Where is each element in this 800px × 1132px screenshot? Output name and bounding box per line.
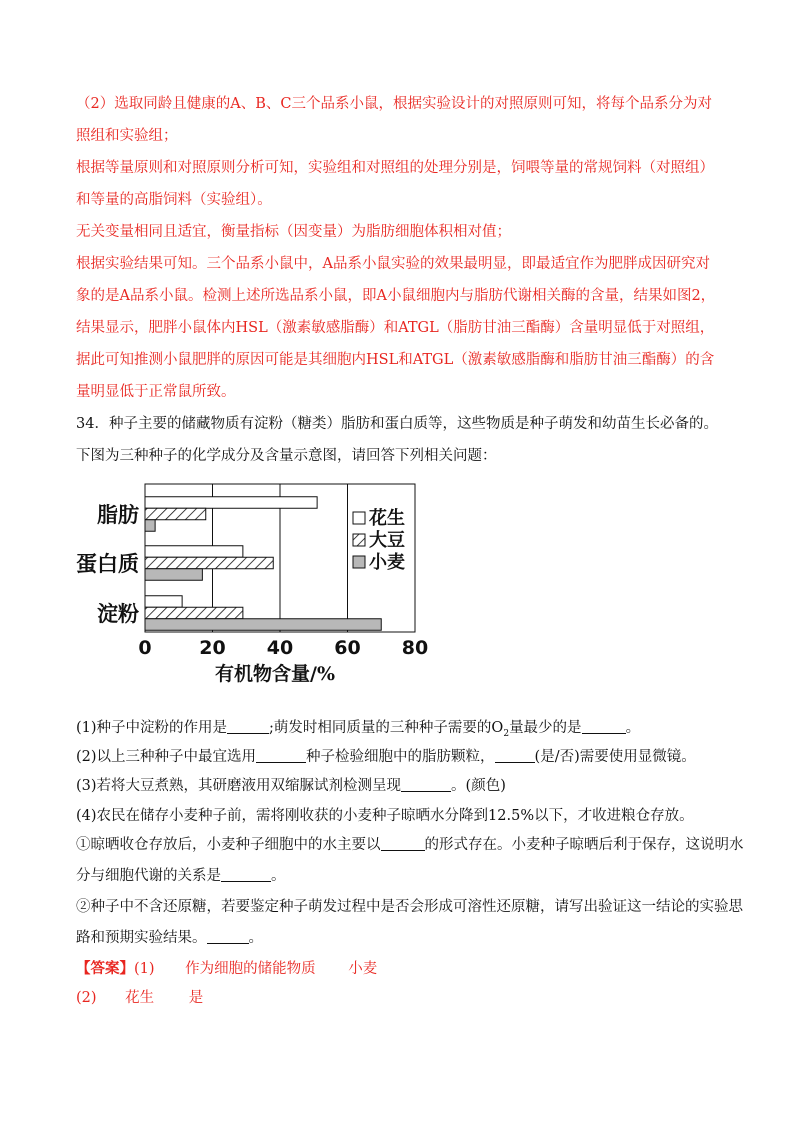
analysis-paragraph-4: 根据实验结果可知。三个品系小鼠中，A品系小鼠实验的效果最明显，即最适宜作为肥胖成因研究对象的是A品系小鼠。检测上述所选品系小鼠，即A小鼠细胞内与脂肪代谢相关酶的含量，结果如图2，结果显示，肥胖小鼠体内HSL（激素敏感脂酶）和ATGL（脂肪甘油三酯酶）含量明显低于对照组，据此可知推测小鼠肥胖的原因可能是其细胞内HSL和ATGL（激素敏感脂酶和脂肪甘油三酯酶）的含量明显低于正常鼠所致。 — [76, 256, 716, 400]
category-label: 脂肪 — [97, 502, 139, 527]
category-label: 淀粉 — [97, 601, 139, 626]
x-tick-label: 80 — [401, 637, 429, 659]
answer-blank[interactable] — [207, 928, 249, 944]
bar-花生-蛋白质 — [145, 546, 243, 558]
x-tick-label: 20 — [199, 637, 226, 659]
x-tick-label: 60 — [334, 637, 361, 659]
question-1: (1)种子中淀粉的作用是 ;萌发时相同质量的三种种子需要的$O_2$量最少的是 。 — [76, 720, 641, 739]
question-4-2: ②种子中不含还原糖，若要鉴定种子萌发过程中是否会形成可溶性还原糖，请写出验证这一结论的实验思 — [76, 899, 743, 915]
x-axis-label: 有机物含量/% — [215, 663, 335, 685]
category-label: 蛋白质 — [76, 551, 139, 576]
legend-label: 花生 — [369, 508, 405, 529]
answer-blank[interactable] — [495, 747, 535, 763]
bar-花生-脂肪 — [145, 497, 317, 509]
analysis-paragraph-3: 无关变量相同且适宜，衡量指标（因变量）为脂肪细胞体积相对值； — [76, 224, 511, 240]
legend-swatch-小麦 — [353, 556, 365, 568]
chart-svg — [70, 476, 440, 686]
bar-花生-淀粉 — [145, 596, 182, 608]
x-tick-label: 40 — [266, 637, 294, 659]
analysis-paragraph-2: 根据等量原则和对照原则分析可知，实验组和对照组的处理分别是，饲喂等量的常规饲料（对照组）和等量的高脂饲料（实验组）。 — [76, 160, 714, 208]
analysis-paragraph-1: （2）选取同龄且健康的A、B、C三个品系小鼠，根据实验设计的对照原则可知，将每个品系分为对照组和实验组； — [76, 96, 712, 144]
question-4: (4)农民在储存小麦种子前，需将刚收获的小麦种子晾晒水分降到12.5%以下，才收进粮仓存放。 — [76, 808, 694, 824]
legend-label: 大豆 — [369, 530, 405, 551]
legend-swatch-花生 — [353, 512, 365, 524]
question-4-1-cont: 分与细胞代谢的关系是 。 — [76, 868, 286, 884]
question-4-1: ①晾晒收仓存放后，小麦种子细胞中的水主要以 的形式存在。小麦种子晾晒后利于保存，这说明水 — [76, 837, 744, 853]
bar-大豆-淀粉 — [145, 607, 243, 619]
bar-小麦-蛋白质 — [145, 569, 202, 581]
question-stem: 34．种子主要的储藏物质有淀粉（糖类）脂肪和蛋白质等，这些物质是种子萌发和幼苗生长必备的。下图为三种种子的化学成分及含量示意图，请回答下列相关问题： — [76, 416, 718, 464]
question-2: (2)以上三种种子中最宜选用 种子检验细胞中的脂肪颗粒， (是/否)需要使用显微镜。 — [76, 749, 696, 765]
legend-swatch-大豆 — [353, 534, 365, 546]
answer-blank[interactable] — [381, 835, 425, 851]
bar-大豆-脂肪 — [145, 508, 206, 520]
answer-blank[interactable] — [221, 866, 271, 882]
question-3: (3)若将大豆煮熟，其研磨液用双缩脲试剂检测呈现 。(颜色) — [76, 778, 506, 794]
answer-tag: 【答案】 — [76, 960, 134, 977]
bar-小麦-脂肪 — [145, 520, 155, 532]
legend-label: 小麦 — [369, 552, 405, 573]
answer-blank[interactable] — [582, 718, 626, 734]
x-tick-label: 0 — [138, 637, 152, 659]
answer-blank[interactable] — [227, 718, 269, 734]
bar-大豆-蛋白质 — [145, 557, 273, 569]
answer-2: (2) 花生 是 — [76, 990, 204, 1006]
question-4-2-cont: 路和预期实验结果。 。 — [76, 930, 263, 946]
answer-blank[interactable] — [256, 747, 306, 763]
answer-1: 【答案】(1) 作为细胞的储能物质 小麦 — [76, 960, 378, 977]
bar-小麦-淀粉 — [145, 619, 381, 631]
answer-blank[interactable] — [401, 776, 451, 792]
seed-composition-chart — [70, 476, 440, 686]
